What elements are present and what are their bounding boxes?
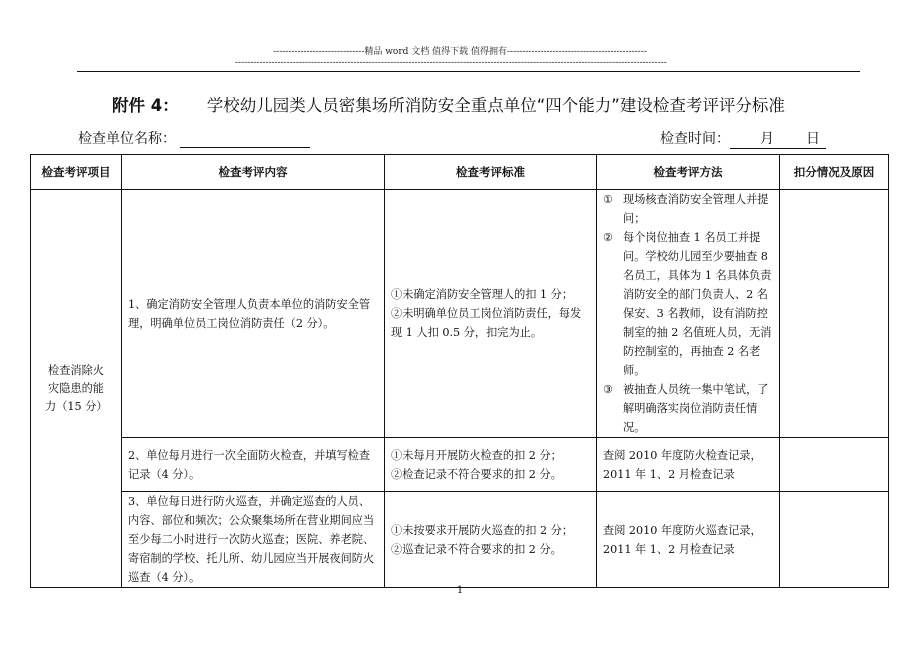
month-label: 月 [760,131,774,147]
step-text: 现场核查消防安全管理人并提问； [623,193,769,225]
inspection-time-label: 检查时间： [660,131,730,147]
page-header-dashes: ---------------------------------------------------------------------------------------------------------------------------------------------- [235,58,667,68]
standard-line: ①未按要求开展防火巡查的扣 2 分； [391,523,574,537]
title-text: 学校幼儿园类人员密集场所消防安全重点单位“四个能力”建设检查考评评分标准 [206,96,785,115]
step-number: ③ [603,383,614,396]
standard-line: ②未明确单位员工岗位消防责任，每发现 1 人扣 0.5 分，扣完为止。 [391,307,582,339]
inspection-date-blank [730,128,826,149]
table-row [31,190,889,438]
header-standard: 检查考评标准 [385,155,597,190]
standard-cell [385,492,597,588]
deduction-cell [780,190,889,438]
table-header-row [31,155,889,190]
content-cell: 1、确定消防安全管理人负责本单位的消防安全管理，明确单位员工岗位消防责任（2 分）。 [122,190,385,438]
header-item: 检查考评项目 [31,155,122,190]
step-number: ① [603,193,614,206]
step-number: ② [603,231,614,244]
inspection-time-field [660,128,826,149]
header-deduction: 扣分情况及原因 [780,155,889,190]
deduction-cell [780,438,889,492]
method-cell: 查阅 2010 年度防火检查记录，2011 年 1、2 月检查记录 [597,438,780,492]
inspection-unit-field [78,128,310,148]
page-number: 1 [456,585,464,596]
header-rule [77,71,860,72]
step-text: 被抽查人员统一集中笔试，了解明确落实岗位消防责任情况。 [623,383,769,434]
annex-label: 附件 4： [112,96,179,115]
page-header-banner: ------------------------------精品 word 文档 值得下载 值得拥有---------------------------------------------- [273,47,647,57]
table-row [31,438,889,492]
method-step [603,228,773,380]
day-label: 日 [806,131,820,147]
standard-cell [385,190,597,438]
method-step [603,380,773,437]
step-text: 每个岗位抽查 1 名员工并提问。学校幼儿园至少要抽查 8 名员工，具体为 1 名具体负责消防安全的部门负责人、2 名保安、3 名教师，设有消防控制室的抽 2 名值班人员，无消防控制室的，再抽查 2 名老师。 [623,231,772,377]
inspection-unit-blank [180,133,310,148]
standard-line: ②巡查记录不符合要求的扣 2 分。 [391,542,562,556]
content-cell: 2、单位每月进行一次全面防火检查，并填写检查记录（4 分）。 [122,438,385,492]
method-step [603,190,773,228]
standard-cell [385,438,597,492]
deduction-cell [780,492,889,588]
standard-line: ①未每月开展防火检查的扣 2 分； [391,448,562,462]
standard-line: ②检查记录不符合要求的扣 2 分。 [391,467,562,481]
standard-line: ①未确定消防安全管理人的扣 1 分； [391,288,574,301]
method-cell [597,190,780,438]
content-cell: 3、单位每日进行防火巡查，并确定巡查的人员、内容、部位和频次；公众聚集场所在营业期间应当至少每二小时进行一次防火巡查；医院、养老院、寄宿制的学校、托儿所、幼儿园应当开展夜间防火巡查（4 分）。 [122,492,385,588]
document-title [112,92,785,116]
inspection-unit-label: 检查单位名称： [78,131,176,147]
header-content: 检查考评内容 [122,155,385,190]
header-method: 检查考评方法 [597,155,780,190]
table-row [31,492,889,588]
scoring-table [30,154,889,588]
method-cell: 查阅 2010 年度防火巡查记录，2011 年 1、2 月检查记录 [597,492,780,588]
item-label: 检查消除火灾隐患的能力（15 分） [45,363,108,413]
item-cell [31,190,122,588]
